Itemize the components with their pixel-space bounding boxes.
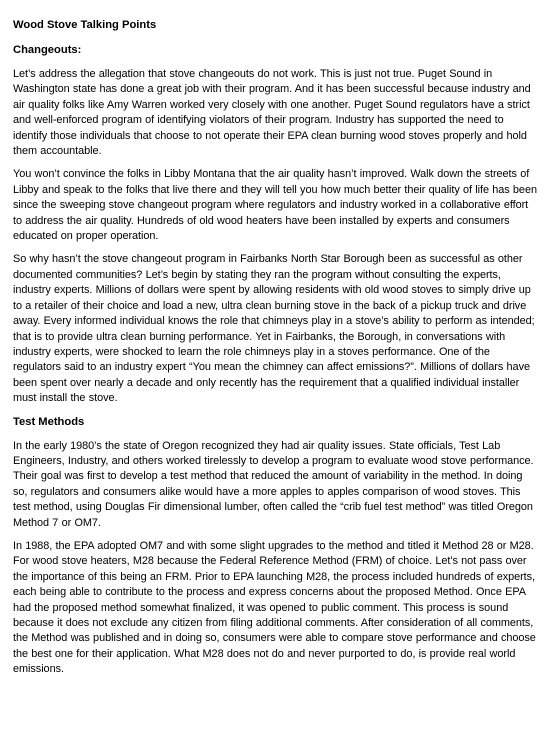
paragraph-fairbanks: So why hasn’t the stove changeout program in Fairbanks North Star Borough been as successful as other documented communities? Let’s begin by stating they ran the program without consulting the experts, industry experts. Millions of dollars were spent by allowing residents with old wood stoves to simply drive up to a retailer of their choice and load a new, ultra clean burning stove in the back of a pickup truck and drive away. Every informed individual knows the role that chimneys play in a stove’s ability to perform as intended; that is to provide ultra clean burning performance. Yet in Fairbanks, the Borough, in conversations with industry experts, were shocked to learn the role chimneys play in a stoves performance. One of the regulators said to an industry expert “You mean the chimney can affect emissions?”. Millions of dollars have been spent over nearly a decade and only recently has the requirement that a qualified individual installer must install the stove. xyxy=(13,253,535,405)
paragraph-oregon-om7: In the early 1980’s the state of Oregon recognized they had air quality issues. State officials, Test Lab Engineers, Industry, and others worked tirelessly to develop a program to evaluate wood stove performance. Their goal was first to develop a test method that reduced the amount of variability in the method. In doing so, regulators and consumers alike would have a more apples to apples comparison of wood stoves. This test method, using Douglas Fir dimensional lumber, often called the “crib fuel test method” was titled Oregon Method 7 or OM7. xyxy=(13,439,534,529)
document-title: Wood Stove Talking Points xyxy=(13,19,157,31)
section-changeouts xyxy=(13,43,537,407)
paragraph-libby-montana: You won’t convince the folks in Libby Montana that the air quality hasn’t improved. Walk down the streets of Libby and speak to the folks that live there and they will tell you how much better their quality of life has been since the sweeping stove changeout program where regulators and industry worked in a collaborative effort to address the air quality. Hundreds of old wood heaters have been installed by experts and consumers educated on proper operation. xyxy=(13,168,537,243)
paragraph-epa-m28: In 1988, the EPA adopted OM7 and with some slight upgrades to the method and titled it Method 28 or M28. For wood stove heaters, M28 because the Federal Reference Method (FRM) of choice. Let’s not pass over the importance of this being an FRM. Prior to EPA launching M28, the process included hundreds of experts, each being able to contribute to the process and express concerns about the proposed Method. Once EPA had the proposed method somewhat finalized, it was opened to public comment. This process is sound because it does not exclude any citizen from filing additional comments. After consideration of all comments, the Method was published and in doing so, consumers were able to compare stove performance and choose the best one for their application. What M28 does not do and never purported to do, is provide real world emissions. xyxy=(13,539,536,676)
section-test-methods xyxy=(13,415,537,678)
section-heading-changeouts: Changeouts: xyxy=(13,44,82,56)
section-heading-test-methods: Test Methods xyxy=(13,415,85,428)
paragraph-puget-sound: Let’s address the allegation that stove changeouts do not work. This is just not true. Puget Sound in Washington state has done a great job with their program. And it has been successful because industry and air quality folks like Amy Warren worked very closely with one another. Puget Sound regulators have a strict and well-enforced program of identifying violators of their program. Industry has supported the need to identify those individuals that choose to not operate their EPA clean burning wood stoves properly and hold them accountable. xyxy=(13,68,531,158)
